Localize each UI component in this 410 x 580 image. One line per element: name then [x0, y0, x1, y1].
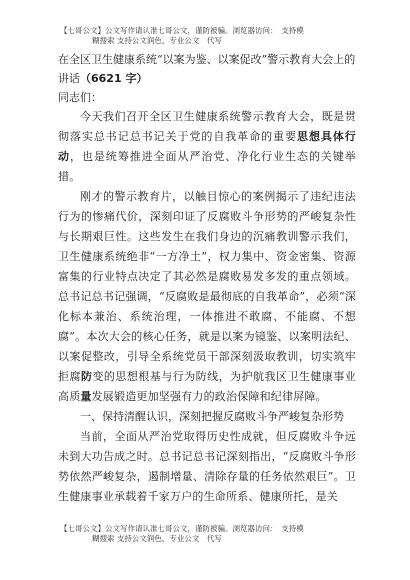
- paragraph-1: [58, 107, 356, 187]
- p1-text-a: 今天我们召开全区卫生健康系统警示教育大会，既是贯彻落实总书记总书记关于党的自我革命的重要: [58, 110, 356, 143]
- word-count: （6621 字）: [80, 72, 148, 85]
- p2-bold-1: 防: [80, 370, 93, 383]
- section-1-paragraph: 当前，全面从严治党取得历史性成就，但反腐败斗争远未到大功告成之时。总书记总书记深刻指出，“反腐败斗争形势依然严峻复杂，遏制增量、清除存量的任务依然艰巨”。卫生健康事业承载着千家万户的生命所系、健康所托，是关: [58, 430, 356, 503]
- p2-text: 刚才的警示教育片，以触目惊心的案例揭示了违纪违法行为的惨痛代价，深刻印证了反腐败斗争形势的严峻复杂性与长期艰巨性。这些发生在我们身边的沉痛教训警示我们，卫生健康系统绝非“一方净土”，权力集中、资金密集、资源富集的行业特点决定了其必然是腐败易发多发的重点领域。总书记总书记强调，“反腐败是最彻底的自我革命”，必须“深化标本兼治、系统治理，一体推进不敢腐、不能腐、不想腐”。本次大会的核心任务，就是以案为镜鉴、以案明法纪、以案促整改，引导全系统党员干部深刻汲取教训，切实筑牢拒腐: [58, 190, 356, 383]
- p1-bold: 思想具体行动: [58, 130, 356, 163]
- p2-bold-2: 量: [80, 390, 92, 403]
- document-title: [58, 50, 356, 88]
- section-1-heading: 一、保持清醒认识，深刻把握反腐败斗争严峻复杂形势: [80, 410, 344, 423]
- p2-text-mid: 变的思想根基与行为防线，为护航我区卫生健康事业高质: [58, 370, 357, 403]
- paragraph-2: [58, 187, 356, 407]
- header-line-1: 【七哥公文】公文写作请认准七哥公文，谨防被骗。浏览器访问： 支持模: [60, 26, 304, 35]
- footer-line-1: 【七哥公文】公文写作请认准七哥公文，谨防被骗。浏览器访问： 支持模: [60, 524, 304, 533]
- p1-text-b: ，也是统筹推进全面从严治党、净化行业生态的关键举措。: [58, 150, 356, 183]
- footer-line-2: 糊搜索 支持公文润色，专业公文 代写: [92, 534, 222, 543]
- header-line-2: 糊搜索 支持公文润色，专业公文 代写: [92, 36, 222, 45]
- p2-text-end: 发展锻造更加坚强有力的政治保障和纪律屏障。: [91, 390, 327, 403]
- document-body: [58, 50, 356, 507]
- page-header-watermark: [60, 26, 360, 46]
- salutation: 同志们：: [58, 91, 102, 104]
- page-footer-watermark: [60, 524, 360, 544]
- title-text: 在全区卫生健康系统“以案为鉴、以案促改”警示教育大会上的讲话: [58, 53, 356, 85]
